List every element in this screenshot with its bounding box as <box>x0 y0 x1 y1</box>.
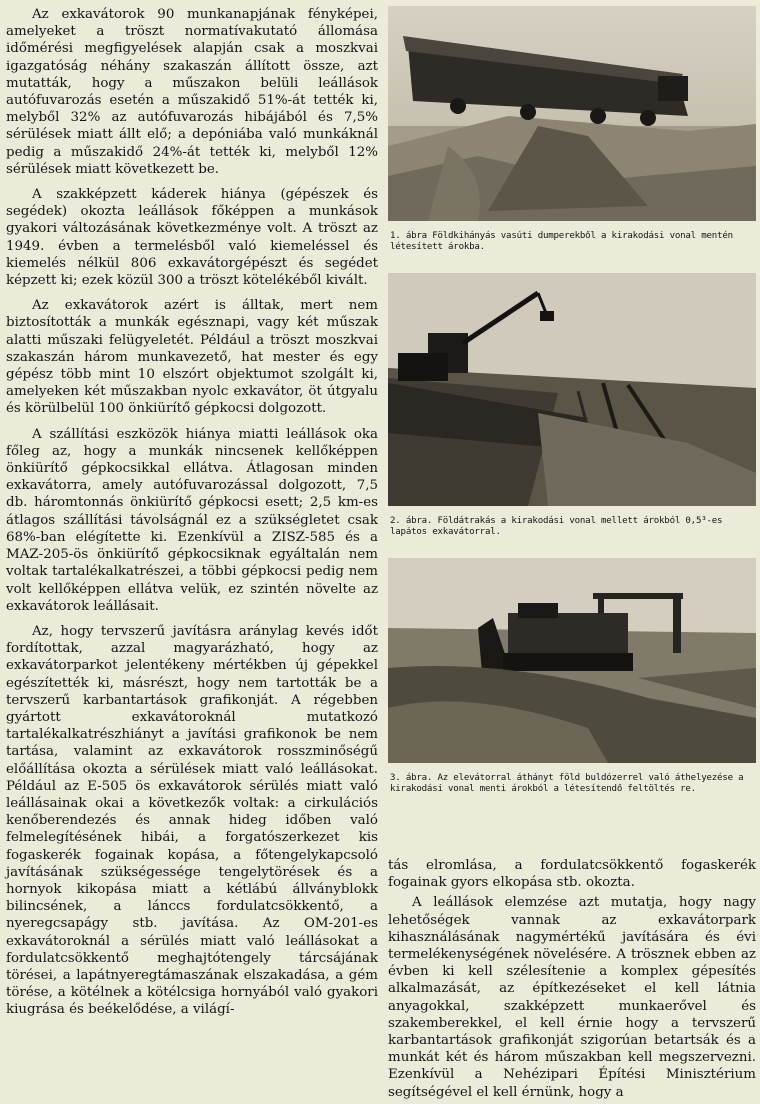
paragraph: A szakképzett káderek hiánya (gépészek és segédek) okozta leállások főképpen a munkások gyakori változásának következménye volt. A tröszt az 1949. évben a termelésből való kiemeléssel és kiemelés nélkül 806 exkavátorgépészt és segédet képzett ki; ezek közül 300 a tröszt kötelékéből kivált. <box>6 187 378 289</box>
excavator-trench-illustration <box>388 273 756 506</box>
paragraph: A szállítási eszközök hiánya miatti leállások oka főleg az, hogy a munkák nincsenek kellőképpen önkiürítő gépkocsikkal ellátva. Átlagosan minden exkavátorra, amely autófuvarozással dolgozott, 7,5 db. háromtonnás önkiürítő gépkocsi esett; 2,5 km-es átlagos szállítási távolságnál ez a szükségletet csak 68%-ban elégítette ki. Ezenkívül a ZISZ-585 és a MAZ-205-ös önkiürítő gépkocsiknak egyáltalán nem voltak tartalékalkatrészei, a többi gépkocsi pedig nem volt kellőképpen ellátva velük, ez szintén növelte az exkavátorok leállásait. <box>6 426 378 614</box>
right-text-column <box>388 857 756 1104</box>
figure-2-caption: 2. ábra. Földátrakás a kirakodási vonal mellett árokból 0,5³-es lapátos exkavátorral. <box>390 516 723 537</box>
figure-3-photo <box>388 558 756 763</box>
paragraph: Az exkavátorok azért is álltak, mert nem biztosították a munkák egésznapi, vagy két műszak alatti műszaki felügyeletét. Például a tröszt moszkvai szakaszán három munkavezető, hat mester és egy gépész több mint 10 elszórt objektumot szolgált ki, amelyeken két műszakban nyolc exkavátor, öt útgyalu és körülbelül 100 önkiürítő gépkocsi dolgozott. <box>6 298 378 417</box>
paragraph: tás elromlása, a fordulatcsökkentő fogaskerék fogainak gyors elkopása stb. okozta. <box>388 858 756 891</box>
figures-column <box>388 6 756 795</box>
bulldozer-illustration <box>388 558 756 763</box>
paragraph: A leállások elemzése azt mutatja, hogy nagy lehetőségek vannak az exkavátorpark kihasználásának nagymértékű javítására és évi termelékenységének növelésére. A trösznek ebben az évben ki kell szélesítenie a komplex gépesítés alkalmazását, az építkezéseket el kell látnia anyagokkal, szakképzett munkaerővel és szakemberekkel, el kell érnie hogy a tervszerű karbantartások grafikonját szigorúan betartsák és a munkát két és három műszakban kell megszervezni. Ezenkívül a Nehézipari Építési Minisztérium segítségével el kell érnünk, hogy a <box>388 895 756 1100</box>
figure-2-photo <box>388 273 756 506</box>
figure-1-photo <box>388 6 756 221</box>
figure-3-caption: 3. ábra. Az elevátorral áthányt föld buldózerrel való áthelyezése a kirakodási vonal menti árokból a létesítendő feltöltés re. <box>390 773 744 794</box>
left-text-column <box>6 6 378 1027</box>
paragraph: Az, hogy tervszerű javításra aránylag kevés időt fordítottak, azzal magyarázható, hogy az exkavátorparkot jelentékeny mértékben új gépekkel egészítették ki, másrészt, hogy nem tartották be a tervszerű karbantartások grafikonját. A régebben gyártott exkavátoroknál mutatkozó tartalékalkatrészhiányt a javítási grafikonok be nem tartása, valamint az exkavátorok rosszminőségű előállítása okozta a sérülések miatt való leállásokat. Például az E-505 ös exkavátorok sérülés miatt való leállásainak okai a következők voltak: a cirkulációs kenőberendezés és annak hideg időben való felmelegítésének hibái, a forgatószerkezet kis fogaskerék fogainak kopása, a főtengelykapcsoló javításának szükségessége tengelytörések és a hornyok kikopása miatt a kétlábú állványblokk bilincsének, a lánccs fordulatcsökkentő, a nyeregcsapágy stb. javítása. Az OM-201-es exkavátoroknál a sérülés miatt való leállásokat a fordulatcsökkentő meghajtótengely tárcsájának törései, a lapátnyeregtámaszának elszakadása, a gém törése, a kötélnek a kötélcsiga hornyából való gyakori kiugrása és beékelődése, a világí- <box>6 623 378 1018</box>
paragraph: Az exkavátorok 90 munkanapjának fényképei, amelyeket a tröszt normatívakutató állomása időmérési megfigyelések alapján csak a moszkvai igazgatóság néhány szakaszán állított össze, azt mutatták, hogy a műszakon belüli leállások autófuvarozás esetén a műszakidő 51%-át tették ki, melyből 32% az autófuvarozás hibájából és 7,5% sérülések miatt állt elő; a depóniába való munkáknál pedig a műszakidő 24%-át tették ki, melyből 12% sérülések miatt következett be. <box>6 7 378 177</box>
figure-1-caption: 1. ábra Földkihányás vasúti dumperekből a kirakodási vonal mentén létesített árokba. <box>390 231 733 252</box>
dumper-train-illustration <box>388 6 756 221</box>
